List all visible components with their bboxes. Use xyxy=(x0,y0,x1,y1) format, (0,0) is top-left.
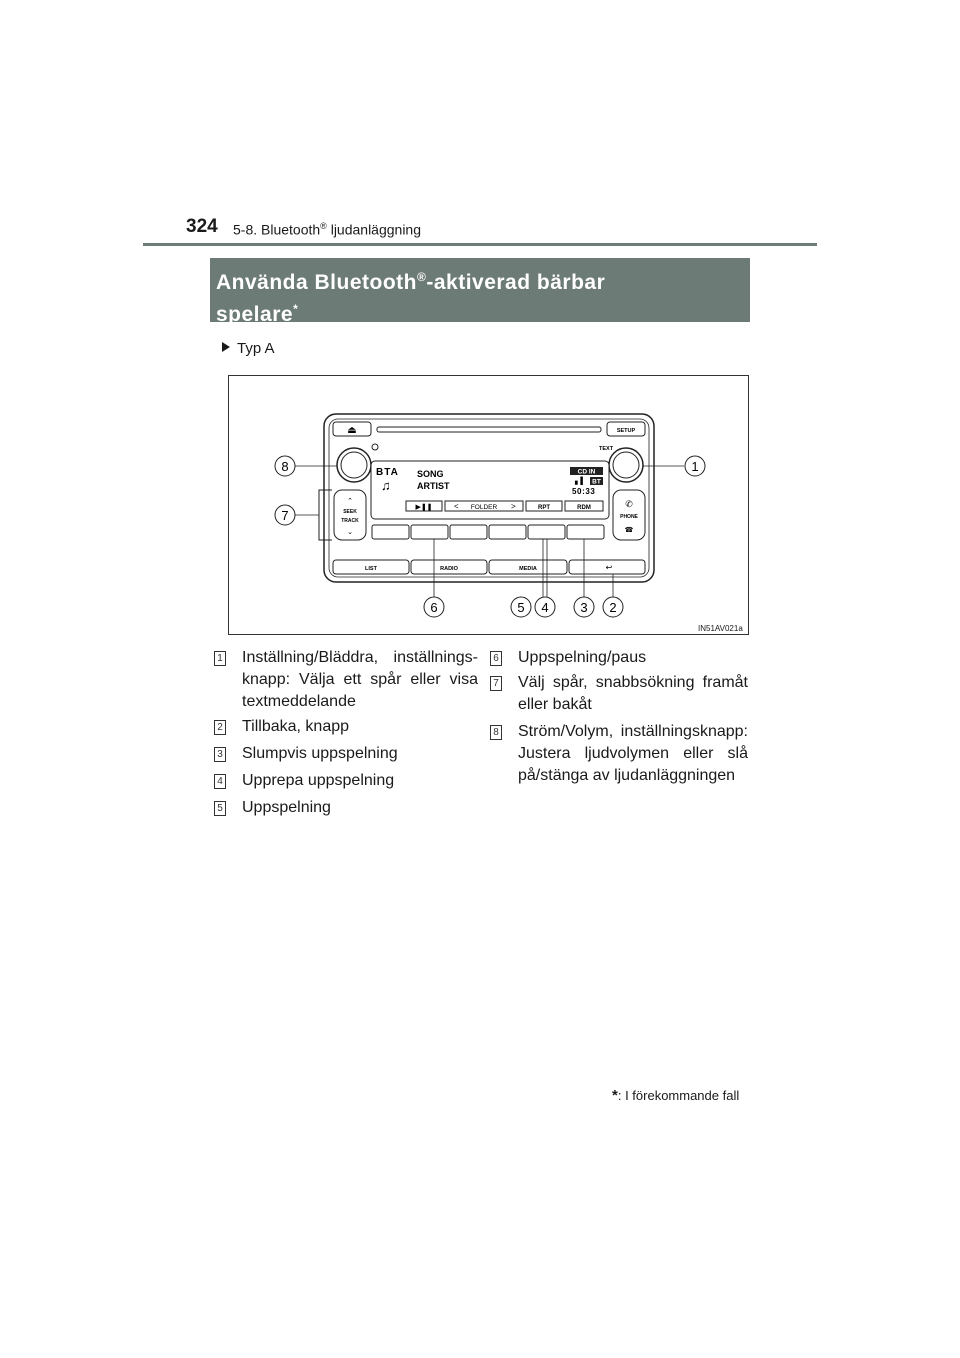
list-label: LIST xyxy=(365,566,377,572)
track-label: TRACK xyxy=(341,518,359,524)
display-time: 50:33 xyxy=(572,487,596,496)
callout-8-label: 8 xyxy=(281,459,289,474)
header-rule xyxy=(143,243,817,246)
item-number: 5 xyxy=(214,801,226,816)
footnote xyxy=(612,1087,739,1104)
item-text: Välj spår, snabbsökning framåt eller bakåt xyxy=(518,674,748,713)
play-pause-label: ▶❚❚ xyxy=(415,504,433,511)
display-song: SONG xyxy=(417,469,444,479)
item-text: Tillbaka, knapp xyxy=(242,718,350,735)
item-number: 4 xyxy=(214,774,226,789)
callout-7-label: 7 xyxy=(281,508,289,523)
chevron-right-icon: > xyxy=(511,502,516,511)
item-text: Upprepa uppspelning xyxy=(242,772,395,789)
bt-label: BT xyxy=(592,478,601,486)
disc-slot xyxy=(377,427,601,432)
section-title-bar xyxy=(210,258,750,326)
title-line1-b: -aktiverad bärbar xyxy=(426,271,606,294)
callout-1-label: 1 xyxy=(691,459,699,474)
signal-icon: ▖▌ xyxy=(575,478,586,485)
text-label: TEXT xyxy=(599,446,614,452)
preset-button-5 xyxy=(528,525,565,539)
display-artist: ARTIST xyxy=(417,481,450,491)
audio-unit-illustration xyxy=(229,376,748,634)
item-number: 1 xyxy=(214,651,226,666)
triangle-bullet-icon xyxy=(222,342,230,352)
eject-icon: ⏏ xyxy=(347,425,357,436)
title-registered-mark: ® xyxy=(417,270,427,284)
chevron-left-icon: < xyxy=(454,502,459,511)
registered-mark: ® xyxy=(320,221,327,231)
title-line2: spelare xyxy=(216,303,294,326)
preset-button-1 xyxy=(372,525,409,539)
preset-button-4 xyxy=(489,525,526,539)
item-number: 2 xyxy=(214,720,226,735)
page-number: 324 xyxy=(186,216,218,237)
chevron-up-icon: ⌃ xyxy=(347,498,353,505)
item-number: 6 xyxy=(490,651,502,666)
seek-label: SEEK xyxy=(343,509,357,515)
item-text: Slumpvis uppspelning xyxy=(242,745,398,762)
page-title xyxy=(216,264,605,328)
figure-code: IN51AV021a xyxy=(698,624,743,633)
section-label xyxy=(233,221,421,238)
hang-up-icon: ☎ xyxy=(624,527,634,534)
type-label: Typ A xyxy=(237,340,275,357)
phone-label: PHONE xyxy=(620,514,638,520)
media-label: MEDIA xyxy=(519,566,537,572)
title-asterisk: * xyxy=(293,302,299,316)
back-icon: ↩ xyxy=(605,563,613,572)
item-number: 3 xyxy=(214,747,226,762)
callout-4-label: 4 xyxy=(541,600,549,615)
display-source: BTA xyxy=(376,467,399,478)
item-text: Inställning/Bläddra, inställnings-knapp: Välja ett spår eller visa textmeddelande xyxy=(242,649,478,710)
section-prefix: 5-8. Bluetooth xyxy=(233,221,321,238)
callout-3-label: 3 xyxy=(580,600,588,615)
asterisk-icon: * xyxy=(612,1087,618,1104)
section-suffix: ljudanläggning xyxy=(326,221,422,238)
title-line1-a: Använda Bluetooth xyxy=(216,271,417,294)
folder-label: FOLDER xyxy=(470,504,498,511)
item-text: Uppspelning xyxy=(242,799,331,816)
volume-knob xyxy=(337,448,371,482)
preset-button-6 xyxy=(567,525,604,539)
rpt-label: RPT xyxy=(538,505,550,511)
item-number: 7 xyxy=(490,676,502,691)
rdm-label: RDM xyxy=(577,505,591,511)
chevron-down-icon: ⌄ xyxy=(347,529,353,536)
setup-label: SETUP xyxy=(616,428,636,434)
preset-button-2 xyxy=(411,525,448,539)
callout-5-label: 5 xyxy=(517,600,525,615)
item-text: Ström/Volym, inställningsknapp: Justera ljudvolymen eller slå på/stänga av ljudanläggningen xyxy=(518,723,748,784)
audio-unit-figure xyxy=(228,375,749,635)
type-subheading xyxy=(222,340,275,357)
radio-label: RADIO xyxy=(440,566,458,572)
item-text: Uppspelning/paus xyxy=(518,649,647,666)
music-note-icon: ♫ xyxy=(381,478,391,493)
preset-button-3 xyxy=(450,525,487,539)
phone-icon: ✆ xyxy=(625,499,633,509)
cd-in-label: CD IN xyxy=(577,468,596,476)
callout-2-label: 2 xyxy=(609,600,617,615)
callout-6-label: 6 xyxy=(430,600,438,615)
item-number: 8 xyxy=(490,725,502,740)
footnote-text: : I förekommande fall xyxy=(617,1088,740,1103)
tune-knob xyxy=(609,448,643,482)
